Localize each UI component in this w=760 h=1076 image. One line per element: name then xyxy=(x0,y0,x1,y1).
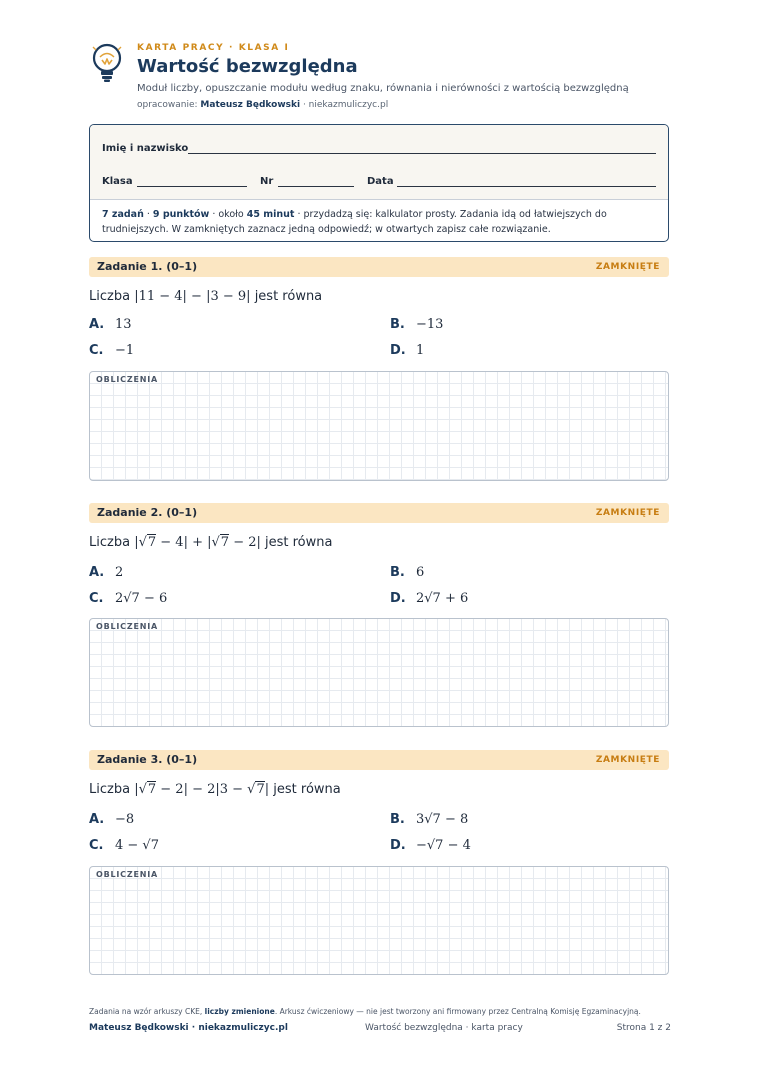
answer-letter: D. xyxy=(390,591,406,606)
answer-letter: B. xyxy=(390,317,405,332)
task-1-answer-a[interactable] xyxy=(89,316,132,334)
answer-value: −8 xyxy=(115,812,135,827)
task-2-expression: |√7 − 4| + |√7 − 2| xyxy=(134,535,261,550)
answer-letter: C. xyxy=(89,838,104,853)
task-1-prompt xyxy=(89,288,322,306)
answer-letter: A. xyxy=(89,565,105,580)
task-1-prompt-end: jest równa xyxy=(254,289,323,304)
task-2-prompt-start: Liczba xyxy=(89,535,131,550)
task-3-answer-a[interactable] xyxy=(89,811,134,829)
date-field[interactable] xyxy=(397,186,656,187)
task-3-prompt xyxy=(89,781,341,799)
author-site: · niekazmuliczyc.pl xyxy=(302,100,389,110)
task-2-type: ZAMKNIĘTE xyxy=(595,508,660,518)
answer-value: 13 xyxy=(115,317,132,332)
task-2-answer-b[interactable] xyxy=(390,564,424,582)
answer-letter: A. xyxy=(89,812,105,827)
task-1-type: ZAMKNIĘTE xyxy=(595,262,660,272)
footer-note xyxy=(89,1007,641,1016)
class-field[interactable] xyxy=(137,186,247,187)
footer-author: Mateusz Będkowski · niekazmuliczyc.pl xyxy=(89,1023,288,1033)
answer-letter: C. xyxy=(89,343,104,358)
calc-label: OBLICZENIA xyxy=(96,622,158,631)
task-3-prompt-end: jest równa xyxy=(273,782,341,797)
answer-value: 1 xyxy=(416,343,425,358)
task-3-calculation-area[interactable] xyxy=(89,866,669,975)
lightbulb-icon xyxy=(90,43,124,83)
header-text xyxy=(137,40,629,113)
footer-note-start: Zadania na wzór arkuszy CKE, xyxy=(89,1007,205,1016)
task-3-answer-d[interactable] xyxy=(390,837,471,855)
info-sep: · xyxy=(143,209,153,220)
name-label: Imię i nazwisko xyxy=(102,143,189,154)
answer-value: 6 xyxy=(416,565,425,580)
task-3-type: ZAMKNIĘTE xyxy=(595,755,660,765)
answer-letter: B. xyxy=(390,812,405,827)
task-3-answer-c[interactable] xyxy=(89,837,159,855)
footer-page-number: Strona 1 z 2 xyxy=(616,1023,671,1033)
answer-letter: B. xyxy=(390,565,405,580)
task-1-title: Zadanie 1. (0–1) xyxy=(97,260,198,273)
answer-value: 2√7 − 6 xyxy=(115,591,168,606)
task-2-calculation-area[interactable] xyxy=(89,618,669,727)
answer-letter: D. xyxy=(390,838,406,853)
task-3-title: Zadanie 3. (0–1) xyxy=(97,753,198,766)
task-3-expression: |√7 − 2| − 2|3 − √7| xyxy=(134,782,270,797)
calc-label: OBLICZENIA xyxy=(96,870,158,879)
task-2-answer-d[interactable] xyxy=(390,590,468,608)
student-fields xyxy=(90,125,668,200)
info-rest: · przydadzą się: kalkulator prosty. Zadania idą od łatwiejszych do trudniejszych. W zamkniętych zaznacz jedną odpowiedź; w otwartych zapisz całe rozwiązanie. xyxy=(102,209,607,235)
page-title: Wartość bezwzględna xyxy=(137,56,358,77)
author-prefix: opracowanie: xyxy=(137,100,198,110)
number-label: Nr xyxy=(260,176,274,187)
page-header xyxy=(90,40,680,114)
task-1-answer-d[interactable] xyxy=(390,342,424,360)
task-2-title: Zadanie 2. (0–1) xyxy=(97,506,198,519)
info-tasks: 7 zadań xyxy=(102,209,144,220)
task-2-answer-c[interactable] xyxy=(89,590,167,608)
task-1-answer-c[interactable] xyxy=(89,342,134,360)
student-info-box xyxy=(89,124,669,242)
task-1-calculation-area[interactable] xyxy=(89,371,669,481)
answer-value: −√7 − 4 xyxy=(416,838,471,853)
task-1-expression: |11 − 4| − |3 − 9| xyxy=(134,289,251,304)
footer-note-bold: liczby zmienione xyxy=(204,1007,275,1016)
name-field[interactable] xyxy=(188,153,656,154)
task-1-answer-b[interactable] xyxy=(390,316,443,334)
info-minutes: 45 minut xyxy=(246,209,295,220)
date-label: Data xyxy=(367,176,394,187)
answer-letter: C. xyxy=(89,591,104,606)
page-subtitle: Moduł liczby, opuszczanie modułu według znaku, równania i nierówności z wartością bezwzględną xyxy=(137,83,629,94)
answer-value: 3√7 − 8 xyxy=(416,812,469,827)
calc-label: OBLICZENIA xyxy=(96,375,158,384)
answer-value: 4 − √7 xyxy=(115,838,159,853)
task-3-header xyxy=(89,750,669,770)
footer-title: Wartość bezwzględna · karta pracy xyxy=(365,1023,523,1033)
answer-letter: D. xyxy=(390,343,406,358)
answer-value: −1 xyxy=(115,343,135,358)
task-2-prompt xyxy=(89,534,332,552)
task-3-answer-b[interactable] xyxy=(390,811,468,829)
task-2-answer-a[interactable] xyxy=(89,564,123,582)
author-name: Mateusz Będkowski xyxy=(200,100,301,110)
worksheet-info xyxy=(102,207,658,237)
info-points: 9 punktów xyxy=(152,209,210,220)
task-2-prompt-end: jest równa xyxy=(265,535,333,550)
page-author xyxy=(137,97,629,113)
class-label: Klasa xyxy=(102,176,133,187)
task-1-header xyxy=(89,257,669,277)
answer-value: −13 xyxy=(416,317,444,332)
page-kicker: KARTA PRACY · KLASA I xyxy=(137,43,290,53)
info-about: · około xyxy=(209,209,247,220)
answer-value: 2 xyxy=(115,565,124,580)
task-3-prompt-start: Liczba xyxy=(89,782,131,797)
answer-letter: A. xyxy=(89,317,105,332)
footer-note-end: . Arkusz ćwiczeniowy — nie jest tworzony ani firmowany przez Centralną Komisję Egzaminacyjną. xyxy=(274,1007,641,1016)
task-1-prompt-start: Liczba xyxy=(89,289,131,304)
answer-value: 2√7 + 6 xyxy=(416,591,469,606)
number-field[interactable] xyxy=(278,186,354,187)
task-2-header xyxy=(89,503,669,523)
